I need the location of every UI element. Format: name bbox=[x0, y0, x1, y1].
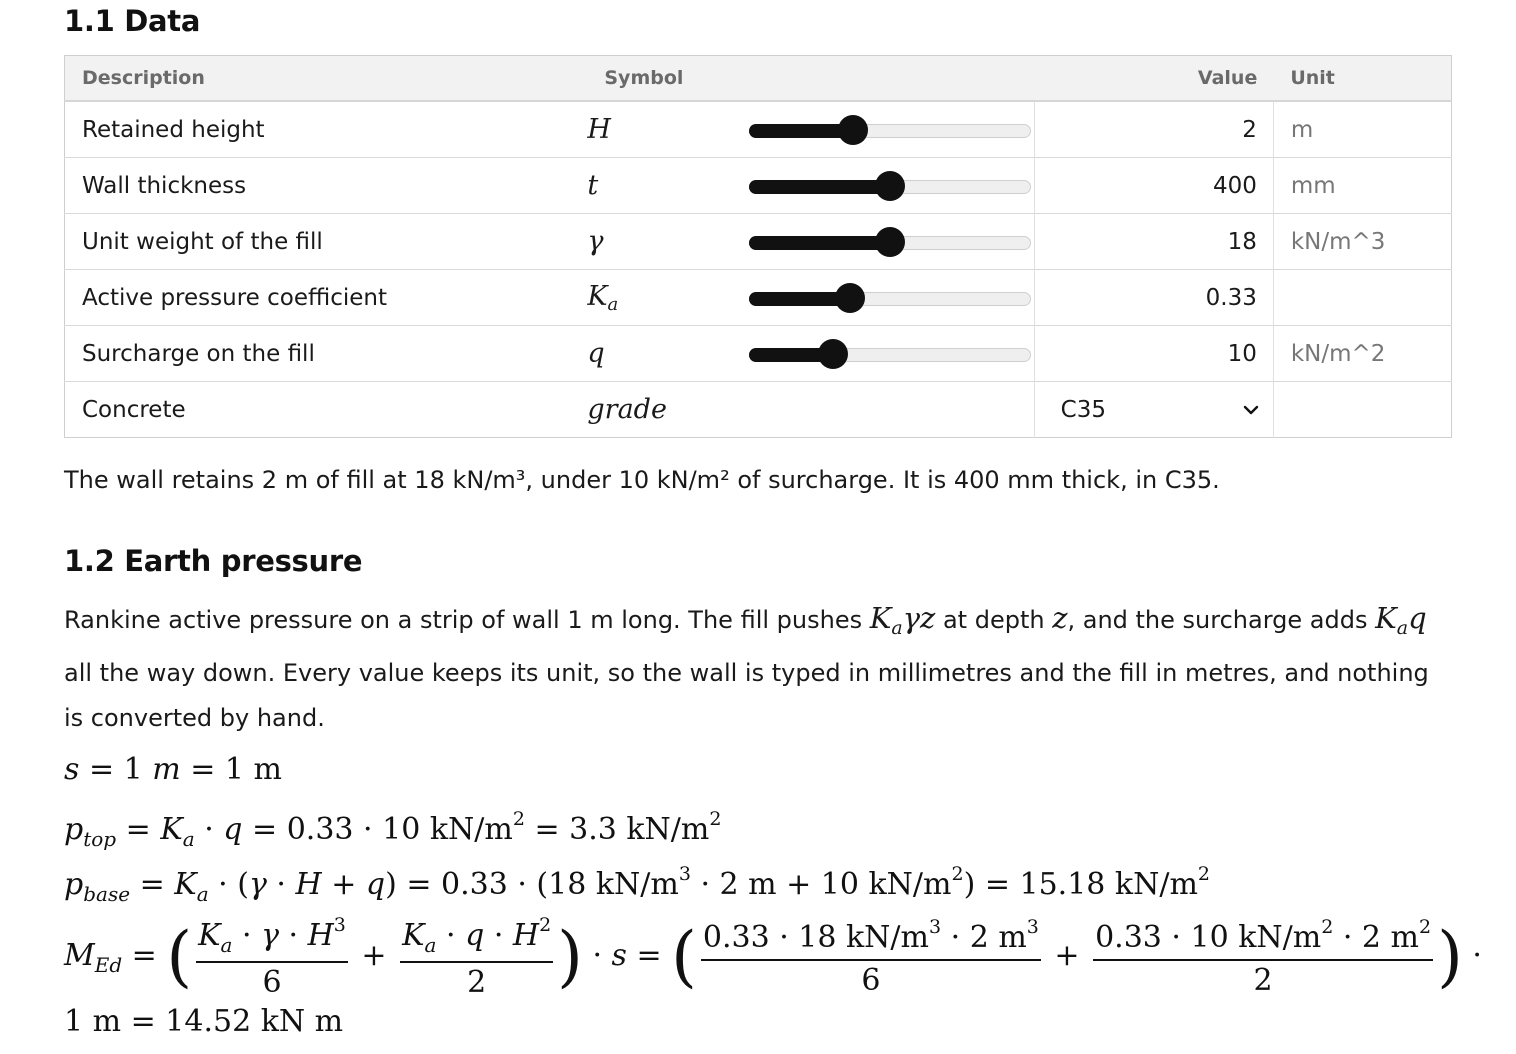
math-kagz: $K_a\gamma z$ bbox=[869, 601, 936, 639]
table-row bbox=[65, 101, 1452, 158]
row-description: Active pressure coefficient bbox=[65, 270, 588, 326]
pressure-coefficient-slider[interactable] bbox=[749, 289, 1031, 307]
surcharge-slider[interactable] bbox=[749, 345, 1031, 363]
row-symbol bbox=[587, 326, 733, 382]
table-row bbox=[65, 326, 1452, 382]
wall-thickness-value[interactable]: 400 bbox=[1034, 158, 1273, 214]
retained-height-slider[interactable] bbox=[749, 121, 1031, 139]
equation-p-base: $p_{base} = K_a \cdot (\gamma \cdot H + q) = 0.33 \cdot (18$ $kN/m^3 \cdot 2$ m + 10 $kN/m^2) = 15.18$ $kN/m^2$ bbox=[64, 863, 1211, 906]
row-unit bbox=[1273, 382, 1451, 438]
chevron-down-icon[interactable] bbox=[1243, 402, 1259, 418]
data-summary: The wall retains 2 m of fill at 18 kN/m³, under 10 kN/m² of surcharge. It is 400 mm thick, in C35. bbox=[64, 466, 1220, 494]
table-row bbox=[65, 382, 1452, 438]
table-row bbox=[65, 158, 1452, 214]
row-symbol bbox=[587, 270, 733, 326]
row-description: Retained height bbox=[65, 101, 588, 158]
row-symbol bbox=[587, 214, 733, 270]
math-z: z bbox=[1052, 601, 1068, 635]
unit-weight-slider[interactable] bbox=[749, 233, 1031, 251]
header-description: Description bbox=[65, 56, 588, 102]
surcharge-value[interactable]: 10 bbox=[1034, 326, 1273, 382]
row-description: Wall thickness bbox=[65, 158, 588, 214]
equation-s: s = 1 m = 1 m bbox=[64, 752, 282, 787]
math-kaq: $K_aq$ bbox=[1375, 601, 1427, 639]
equation-p-top: $p_{top} = K_a \cdot q = 0.33 \cdot 10$ $kN/m^2 = 3.3$ $kN/m^2$ bbox=[64, 808, 722, 851]
slider-thumb[interactable] bbox=[838, 115, 868, 145]
section-heading-data: 1.1 Data bbox=[64, 4, 201, 38]
header-symbol: Symbol bbox=[587, 56, 1034, 102]
table-header-row bbox=[65, 56, 1452, 102]
header-value: Value bbox=[1034, 56, 1273, 102]
symbol-text: t bbox=[587, 170, 599, 201]
symbol-subscript: a bbox=[607, 293, 619, 315]
slider-thumb[interactable] bbox=[875, 227, 905, 257]
retained-height-value[interactable]: 2 bbox=[1034, 101, 1273, 158]
wall-thickness-slider[interactable] bbox=[749, 177, 1031, 195]
row-symbol bbox=[587, 382, 733, 438]
symbol-text: q bbox=[587, 338, 605, 369]
row-unit: m bbox=[1273, 101, 1451, 158]
input-table bbox=[64, 55, 1452, 438]
row-unit: mm bbox=[1273, 158, 1451, 214]
row-unit bbox=[1273, 270, 1451, 326]
table-row bbox=[65, 214, 1452, 270]
slider-thumb[interactable] bbox=[875, 171, 905, 201]
equation-m-ed: $M_{Ed}$ = ( $\frac{K_a \cdot \gamma \cdot H^3}{6}$ + $\frac{K_a \cdot q \cdot H^2}{2}$ ) · s = ( $\frac{0.33 \cdot 18 kN/m^3 \cdot 2 m^3}{6}$ + $\frac{0.33 \cdot 10 kN/m^2 \cdot 2 m^2}{2}$ ) · bbox=[64, 914, 1482, 1000]
row-description: Surcharge on the fill bbox=[65, 326, 588, 382]
table-row bbox=[65, 270, 1452, 326]
row-symbol bbox=[587, 158, 733, 214]
row-unit: kN/m^2 bbox=[1273, 326, 1451, 382]
earth-pressure-intro: Rankine active pressure on a strip of wall 1 m long. The fill pushes $K_a\gamma z$ at depth z, and the surcharge adds $K_aq$ all the way down. Every value keeps its unit, so the wall is typed in millimetres and the fill in metres, and nothing is converted by hand. bbox=[64, 601, 1429, 732]
header-unit: Unit bbox=[1273, 56, 1451, 102]
equation-m-ed-result: 1 m = 14.52 kN m bbox=[64, 1004, 344, 1039]
unit-weight-value[interactable]: 18 bbox=[1034, 214, 1273, 270]
row-unit: kN/m^3 bbox=[1273, 214, 1451, 270]
row-description: Concrete bbox=[65, 382, 588, 438]
slider-thumb[interactable] bbox=[835, 283, 865, 313]
pressure-coefficient-value[interactable]: 0.33 bbox=[1034, 270, 1273, 326]
symbol-text: K bbox=[587, 280, 608, 312]
section-heading-earth-pressure: 1.2 Earth pressure bbox=[64, 544, 363, 578]
slider-thumb[interactable] bbox=[818, 339, 848, 369]
symbol-text: H bbox=[587, 114, 611, 145]
symbol-text: γ bbox=[587, 226, 604, 257]
row-description: Unit weight of the fill bbox=[65, 214, 588, 270]
concrete-grade-value: C35 bbox=[1060, 396, 1106, 423]
concrete-grade-select[interactable] bbox=[1034, 382, 1273, 438]
row-symbol bbox=[587, 101, 733, 158]
symbol-text: grade bbox=[587, 394, 667, 425]
